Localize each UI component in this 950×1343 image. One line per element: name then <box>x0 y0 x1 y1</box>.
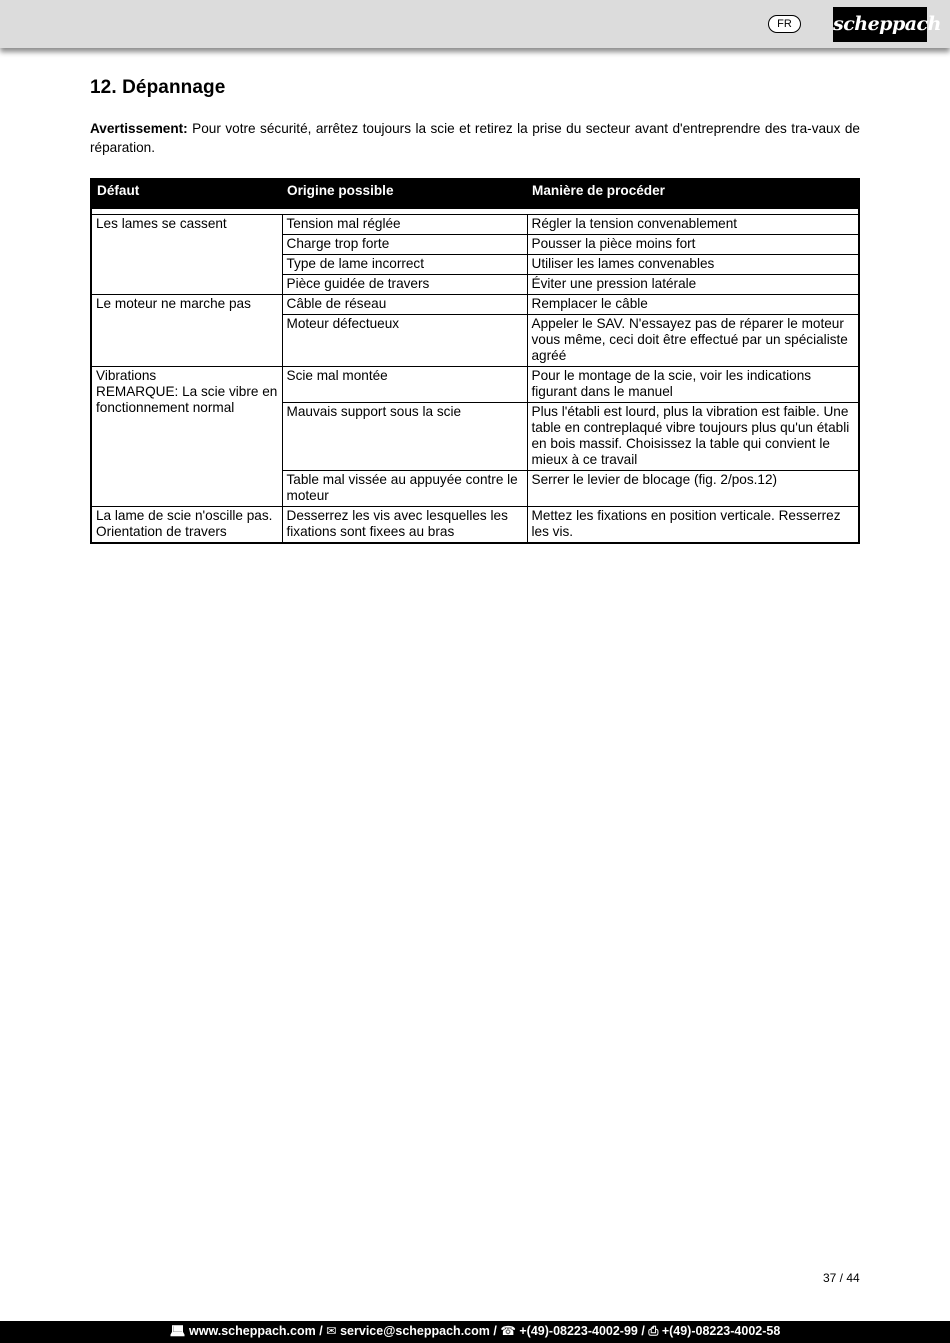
defect-cell: La lame de scie n'oscille pas. Orientation de travers <box>91 507 282 544</box>
footer-separator: / <box>641 1324 649 1338</box>
defect-cell: Vibrations REMARQUE: La scie vibre en fonctionnement normal <box>91 367 282 507</box>
remedy-cell: Remplacer le câble <box>527 295 859 315</box>
header-cause: Origine possible <box>282 179 527 209</box>
scheppach-logo: scheppach <box>833 7 927 42</box>
header-bar <box>0 0 950 48</box>
cause-cell: Charge trop forte <box>282 235 527 255</box>
warning-text: Pour votre sécurité, arrêtez toujours la scie et retirez la prise du secteur avant d'entreprendre des tra-vaux de réparation. <box>90 121 860 155</box>
defect-cell: Les lames se cassent <box>91 215 282 295</box>
cause-cell: Mauvais support sous la scie <box>282 403 527 471</box>
remedy-cell: Serrer le levier de blocage (fig. 2/pos.12) <box>527 471 859 507</box>
remedy-cell: Éviter une pression latérale <box>527 275 859 295</box>
footer-bar <box>0 1321 950 1343</box>
envelope-icon: ✉︎ <box>326 1324 337 1338</box>
cause-cell: Type de lame incorrect <box>282 255 527 275</box>
cause-cell: Desserrez les vis avec lesquelles les fixations sont fixees au bras <box>282 507 527 544</box>
cause-cell: Table mal vissée au appuyée contre le moteur <box>282 471 527 507</box>
cause-cell: Tension mal réglée <box>282 215 527 235</box>
table-row <box>91 367 859 403</box>
section-heading: 12. Dépannage <box>90 77 226 98</box>
header-remedy: Manière de procéder <box>527 179 859 209</box>
remedy-cell: Régler la tension convenablement <box>527 215 859 235</box>
footer-fax: +(49)-08223-4002-58 <box>661 1324 781 1338</box>
footer-email[interactable]: service@scheppach.com <box>340 1324 490 1338</box>
defect-cell: Le moteur ne marche pas <box>91 295 282 367</box>
footer-phone: +(49)-08223-4002-99 <box>519 1324 638 1338</box>
computer-icon: 💻︎ <box>169 1324 186 1338</box>
footer-website[interactable]: www.scheppach.com <box>189 1324 316 1338</box>
language-badge: FR <box>768 15 801 33</box>
warning-paragraph <box>90 119 860 157</box>
header-defect: Défaut <box>91 179 282 209</box>
remedy-cell: Mettez les fixations en position verticale. Resserrez les vis. <box>527 507 859 544</box>
remedy-cell: Pousser la pièce moins fort <box>527 235 859 255</box>
cause-cell: Scie mal montée <box>282 367 527 403</box>
table-row <box>91 507 859 544</box>
footer-separator: / <box>493 1324 501 1338</box>
remedy-cell: Plus l'établi est lourd, plus la vibration est faible. Une table en contreplaqué vibre toujours plus qu'un établi en bois massif. Choisissez la table qui convient le mieux à ce travail <box>527 403 859 471</box>
phone-icon: ☎ <box>500 1324 516 1338</box>
footer-separator: / <box>319 1324 327 1338</box>
cause-cell: Moteur défectueux <box>282 315 527 367</box>
remedy-cell: Utiliser les lames convenables <box>527 255 859 275</box>
page-number: 37 / 44 <box>823 1271 860 1285</box>
cause-cell: Pièce guidée de travers <box>282 275 527 295</box>
remedy-cell: Pour le montage de la scie, voir les indications figurant dans le manuel <box>527 367 859 403</box>
troubleshooting-table <box>90 178 860 544</box>
fax-icon: ⎙ <box>648 1324 659 1338</box>
remedy-cell: Appeler le SAV. N'essayez pas de réparer le moteur vous même, ceci doit être effectué par un spécialiste agréé <box>527 315 859 367</box>
warning-label: Avertissement: <box>90 121 188 136</box>
table-header-row <box>91 179 859 209</box>
cause-cell: Câble de réseau <box>282 295 527 315</box>
table-row <box>91 295 859 315</box>
table-row <box>91 215 859 235</box>
